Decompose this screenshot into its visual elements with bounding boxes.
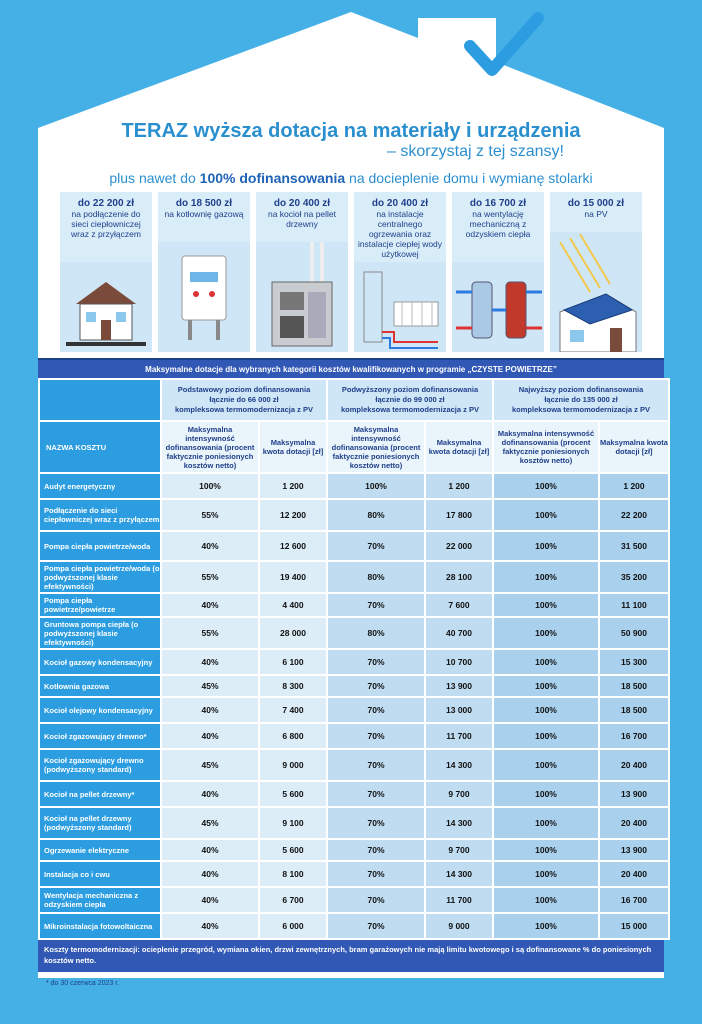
intensity-cell: 80% xyxy=(328,618,424,648)
heading xyxy=(60,120,642,188)
intensity-cell: 70% xyxy=(328,532,424,560)
table-row xyxy=(40,474,668,498)
cost-name: Instalacja co i cwu xyxy=(40,862,160,886)
cost-name: Kocioł zgazowujący drewno (podwyższony standard) xyxy=(40,750,160,780)
amount-cell: 9 700 xyxy=(426,782,492,806)
table-row xyxy=(40,532,668,560)
amount-cell: 7 600 xyxy=(426,594,492,616)
table-body xyxy=(40,474,668,938)
level-highest xyxy=(494,380,668,420)
level-label: Najwyższy poziom dofinansowania xyxy=(518,385,644,394)
solar-panel-icon xyxy=(550,232,642,352)
page-subtitle: – skorzystaj z tej szansy! xyxy=(387,143,564,160)
amount-cell: 15 300 xyxy=(600,650,668,674)
table-row xyxy=(40,594,668,616)
table-row xyxy=(40,914,668,938)
sub-intensity: Maksymalna intensywność dofinansowania (procent faktycznie poniesionych kosztów netto) xyxy=(494,422,598,472)
amount-cell: 11 700 xyxy=(426,888,492,912)
pellet-boiler-icon xyxy=(256,242,348,352)
amount-cell: 9 000 xyxy=(426,914,492,938)
card-desc: na podłączenie do sieci ciepłowniczej wraz z przyłączem xyxy=(71,209,141,239)
intensity-cell: 40% xyxy=(162,650,258,674)
amount-cell: 12 200 xyxy=(260,500,326,530)
intensity-cell: 55% xyxy=(162,562,258,592)
amount-cell: 6 100 xyxy=(260,650,326,674)
card-district-heating xyxy=(60,192,152,352)
amount-cell: 9 700 xyxy=(426,840,492,860)
table xyxy=(38,378,670,940)
sub-intensity: Maksymalna intensywność dofinansowania (procent faktycznie poniesionych kosztów netto) xyxy=(328,422,424,472)
table-row xyxy=(40,840,668,860)
card-amount: do 20 400 zł xyxy=(371,198,429,209)
cost-name: Mikroinstalacja fotowoltaiczna xyxy=(40,914,160,938)
amount-cell: 14 300 xyxy=(426,862,492,886)
amount-cell: 28 100 xyxy=(426,562,492,592)
intensity-cell: 100% xyxy=(494,698,598,722)
card-desc: na wentylację mechaniczną z odzyskiem ciepła xyxy=(465,209,531,239)
intensity-cell: 100% xyxy=(494,532,598,560)
amount-cell: 28 000 xyxy=(260,618,326,648)
footnote: * do 30 czerwca 2023 r. xyxy=(46,980,120,987)
amount-cell: 11 700 xyxy=(426,724,492,748)
intensity-cell: 45% xyxy=(162,808,258,838)
table-row xyxy=(40,862,668,886)
name-header: NAZWA KOSZTU xyxy=(40,422,160,472)
amount-cell: 22 200 xyxy=(600,500,668,530)
amount-cell: 6 700 xyxy=(260,888,326,912)
intensity-cell: 40% xyxy=(162,698,258,722)
intensity-cell: 55% xyxy=(162,500,258,530)
intensity-cell: 45% xyxy=(162,750,258,780)
card-desc: na instalacje centralnego ogrzewania oraz instalacje ciepłej wody użytkowej xyxy=(357,209,443,259)
card-ventilation xyxy=(452,192,544,352)
intensity-cell: 40% xyxy=(162,862,258,886)
amount-cell: 12 600 xyxy=(260,532,326,560)
amount-cell: 19 400 xyxy=(260,562,326,592)
radiator-icon xyxy=(354,262,446,352)
intensity-cell: 70% xyxy=(328,888,424,912)
page-tagline xyxy=(60,168,642,188)
intensity-cell: 80% xyxy=(328,500,424,530)
intensity-cell: 70% xyxy=(328,914,424,938)
amount-cell: 1 200 xyxy=(426,474,492,498)
amount-cell: 31 500 xyxy=(600,532,668,560)
card-pv xyxy=(550,192,642,352)
cost-name: Podłączenie do sieci ciepłowniczej wraz z przyłączem xyxy=(40,500,160,530)
table-row xyxy=(40,724,668,748)
cost-name: Gruntowa pompa ciepła (o podwyższonej klasie efektywności) xyxy=(40,618,160,648)
intensity-cell: 55% xyxy=(162,618,258,648)
card-desc: na PV xyxy=(584,209,608,219)
table-row xyxy=(40,698,668,722)
intensity-cell: 100% xyxy=(162,474,258,498)
intensity-cell: 45% xyxy=(162,676,258,696)
amount-cell: 4 400 xyxy=(260,594,326,616)
amount-cell: 13 900 xyxy=(600,782,668,806)
amount-cell: 16 700 xyxy=(600,888,668,912)
amount-cell: 5 600 xyxy=(260,782,326,806)
table-row xyxy=(40,888,668,912)
intensity-cell: 40% xyxy=(162,782,258,806)
intensity-cell: 100% xyxy=(494,782,598,806)
amount-cell: 14 300 xyxy=(426,808,492,838)
level-basic xyxy=(162,380,326,420)
intensity-cell: 70% xyxy=(328,808,424,838)
intensity-cell: 100% xyxy=(494,750,598,780)
card-amount: do 20 400 zł xyxy=(273,198,331,209)
intensity-cell: 70% xyxy=(328,676,424,696)
intensity-cell: 100% xyxy=(494,914,598,938)
card-desc: na kotłownię gazową xyxy=(164,209,244,219)
amount-cell: 11 100 xyxy=(600,594,668,616)
intensity-cell: 100% xyxy=(494,562,598,592)
amount-cell: 20 400 xyxy=(600,750,668,780)
amount-cell: 35 200 xyxy=(600,562,668,592)
amount-cell: 13 900 xyxy=(426,676,492,696)
intensity-cell: 100% xyxy=(494,650,598,674)
amount-cell: 6 800 xyxy=(260,724,326,748)
house-icon xyxy=(60,262,152,352)
intensity-cell: 100% xyxy=(494,840,598,860)
card-amount: do 16 700 zł xyxy=(469,198,527,209)
subsidy-table xyxy=(38,358,668,972)
amount-cell: 16 700 xyxy=(600,724,668,748)
card-amount: do 18 500 zł xyxy=(175,198,233,209)
amount-cell: 7 400 xyxy=(260,698,326,722)
amount-cell: 13 000 xyxy=(426,698,492,722)
intensity-cell: 100% xyxy=(494,500,598,530)
cost-name: Kocioł na pellet drzewny* xyxy=(40,782,160,806)
level-scope: kompleksowa termomodernizacja z PV xyxy=(512,405,650,414)
intensity-cell: 100% xyxy=(494,594,598,616)
table-row xyxy=(40,650,668,674)
level-scope: kompleksowa termomodernizacja z PV xyxy=(175,405,313,414)
table-row xyxy=(40,750,668,780)
card-gas-boiler xyxy=(158,192,250,352)
card-desc: na kocioł na pellet drzewny xyxy=(267,209,337,229)
intensity-cell: 40% xyxy=(162,594,258,616)
subsidy-cards xyxy=(60,192,642,352)
amount-cell: 20 400 xyxy=(600,862,668,886)
amount-cell: 5 600 xyxy=(260,840,326,860)
intensity-cell: 40% xyxy=(162,840,258,860)
table-row xyxy=(40,808,668,838)
intensity-cell: 70% xyxy=(328,782,424,806)
amount-cell: 6 000 xyxy=(260,914,326,938)
intensity-cell: 100% xyxy=(494,676,598,696)
intensity-cell: 70% xyxy=(328,862,424,886)
level-scope: kompleksowa termomodernizacja z PV xyxy=(341,405,479,414)
sub-amount: Maksymalna kwota dotacji [zł] xyxy=(260,422,326,472)
cost-name: Pompa ciepła powietrze/woda xyxy=(40,532,160,560)
tagline-pre: plus nawet do xyxy=(109,170,196,186)
intensity-cell: 100% xyxy=(494,474,598,498)
tagline-post: na docieplenie domu i wymianę stolarki xyxy=(349,170,593,186)
level-raised xyxy=(328,380,492,420)
amount-cell: 13 900 xyxy=(600,840,668,860)
sub-intensity: Maksymalna intensywność dofinansowania (procent faktycznie poniesionych kosztów netto) xyxy=(162,422,258,472)
level-limit: łącznie do 99 000 zł xyxy=(375,395,445,404)
table-row xyxy=(40,618,668,648)
intensity-cell: 70% xyxy=(328,698,424,722)
intensity-cell: 40% xyxy=(162,914,258,938)
amount-cell: 50 900 xyxy=(600,618,668,648)
table-note: Koszty termomodernizacji: ocieplenie przegród, wymiana okien, drzwi zewnętrznych, bram garażowych nie mają limitu kwotowego i są dofinansowane % do poniesionych kosztów netto. xyxy=(38,940,664,972)
cost-name: Kocioł na pellet drzewny (podwyższony standard) xyxy=(40,808,160,838)
intensity-cell: 40% xyxy=(162,888,258,912)
table-row xyxy=(40,500,668,530)
table-row xyxy=(40,562,668,592)
amount-cell: 8 100 xyxy=(260,862,326,886)
ventilation-icon xyxy=(452,262,544,352)
amount-cell: 9 000 xyxy=(260,750,326,780)
table-row xyxy=(40,782,668,806)
amount-cell: 15 000 xyxy=(600,914,668,938)
level-label: Podstawowy poziom dofinansowania xyxy=(177,385,311,394)
cost-name: Wentylacja mechaniczna z odzyskiem ciepła xyxy=(40,888,160,912)
card-amount: do 15 000 zł xyxy=(567,198,625,209)
intensity-cell: 70% xyxy=(328,650,424,674)
card-pellet-boiler xyxy=(256,192,348,352)
amount-cell: 1 200 xyxy=(600,474,668,498)
amount-cell: 17 800 xyxy=(426,500,492,530)
amount-cell: 22 000 xyxy=(426,532,492,560)
checkmark-icon xyxy=(464,8,544,88)
card-amount: do 22 200 zł xyxy=(77,198,135,209)
table-title: Maksymalne dotacje dla wybranych kategorii kosztów kwalifikowanych w programie „CZYSTE POWIETRZE” xyxy=(38,358,664,378)
intensity-cell: 70% xyxy=(328,594,424,616)
amount-cell: 1 200 xyxy=(260,474,326,498)
intensity-cell: 100% xyxy=(494,808,598,838)
cost-name: Pompa ciepła powietrze/powietrze xyxy=(40,594,160,616)
tagline-bold: 100% dofinansowania xyxy=(199,170,346,186)
cost-name: Ogrzewanie elektryczne xyxy=(40,840,160,860)
intensity-cell: 40% xyxy=(162,724,258,748)
amount-cell: 8 300 xyxy=(260,676,326,696)
level-limit: łącznie do 135 000 zł xyxy=(544,395,618,404)
header-blank xyxy=(40,380,160,420)
intensity-cell: 100% xyxy=(494,618,598,648)
cost-name: Kocioł zgazowujący drewno* xyxy=(40,724,160,748)
gas-boiler-icon xyxy=(158,242,250,352)
page-title: TERAZ wyższa dotacja na materiały i urządzenia xyxy=(121,120,581,142)
level-limit: łącznie do 66 000 zł xyxy=(209,395,279,404)
amount-cell: 10 700 xyxy=(426,650,492,674)
cost-name: Kocioł gazowy kondensacyjny xyxy=(40,650,160,674)
cost-name: Audyt energetyczny xyxy=(40,474,160,498)
amount-cell: 20 400 xyxy=(600,808,668,838)
intensity-cell: 100% xyxy=(494,724,598,748)
amount-cell: 18 500 xyxy=(600,676,668,696)
card-heating-installation xyxy=(354,192,446,352)
amount-cell: 9 100 xyxy=(260,808,326,838)
sub-amount: Maksymalna kwota dotacji [zł] xyxy=(600,422,668,472)
amount-cell: 40 700 xyxy=(426,618,492,648)
cost-name: Pompa ciepła powietrze/woda (o podwyższonej klasie efektywności) xyxy=(40,562,160,592)
intensity-cell: 70% xyxy=(328,750,424,780)
amount-cell: 14 300 xyxy=(426,750,492,780)
amount-cell: 18 500 xyxy=(600,698,668,722)
intensity-cell: 70% xyxy=(328,840,424,860)
intensity-cell: 40% xyxy=(162,532,258,560)
table-row xyxy=(40,676,668,696)
level-label: Podwyższony poziom dofinansowania xyxy=(341,385,479,394)
intensity-cell: 70% xyxy=(328,724,424,748)
cost-name: Kotłownia gazowa xyxy=(40,676,160,696)
intensity-cell: 80% xyxy=(328,562,424,592)
intensity-cell: 100% xyxy=(494,862,598,886)
cost-name: Kocioł olejowy kondensacyjny xyxy=(40,698,160,722)
intensity-cell: 100% xyxy=(494,888,598,912)
intensity-cell: 100% xyxy=(328,474,424,498)
sub-amount: Maksymalna kwota dotacji [zł] xyxy=(426,422,492,472)
